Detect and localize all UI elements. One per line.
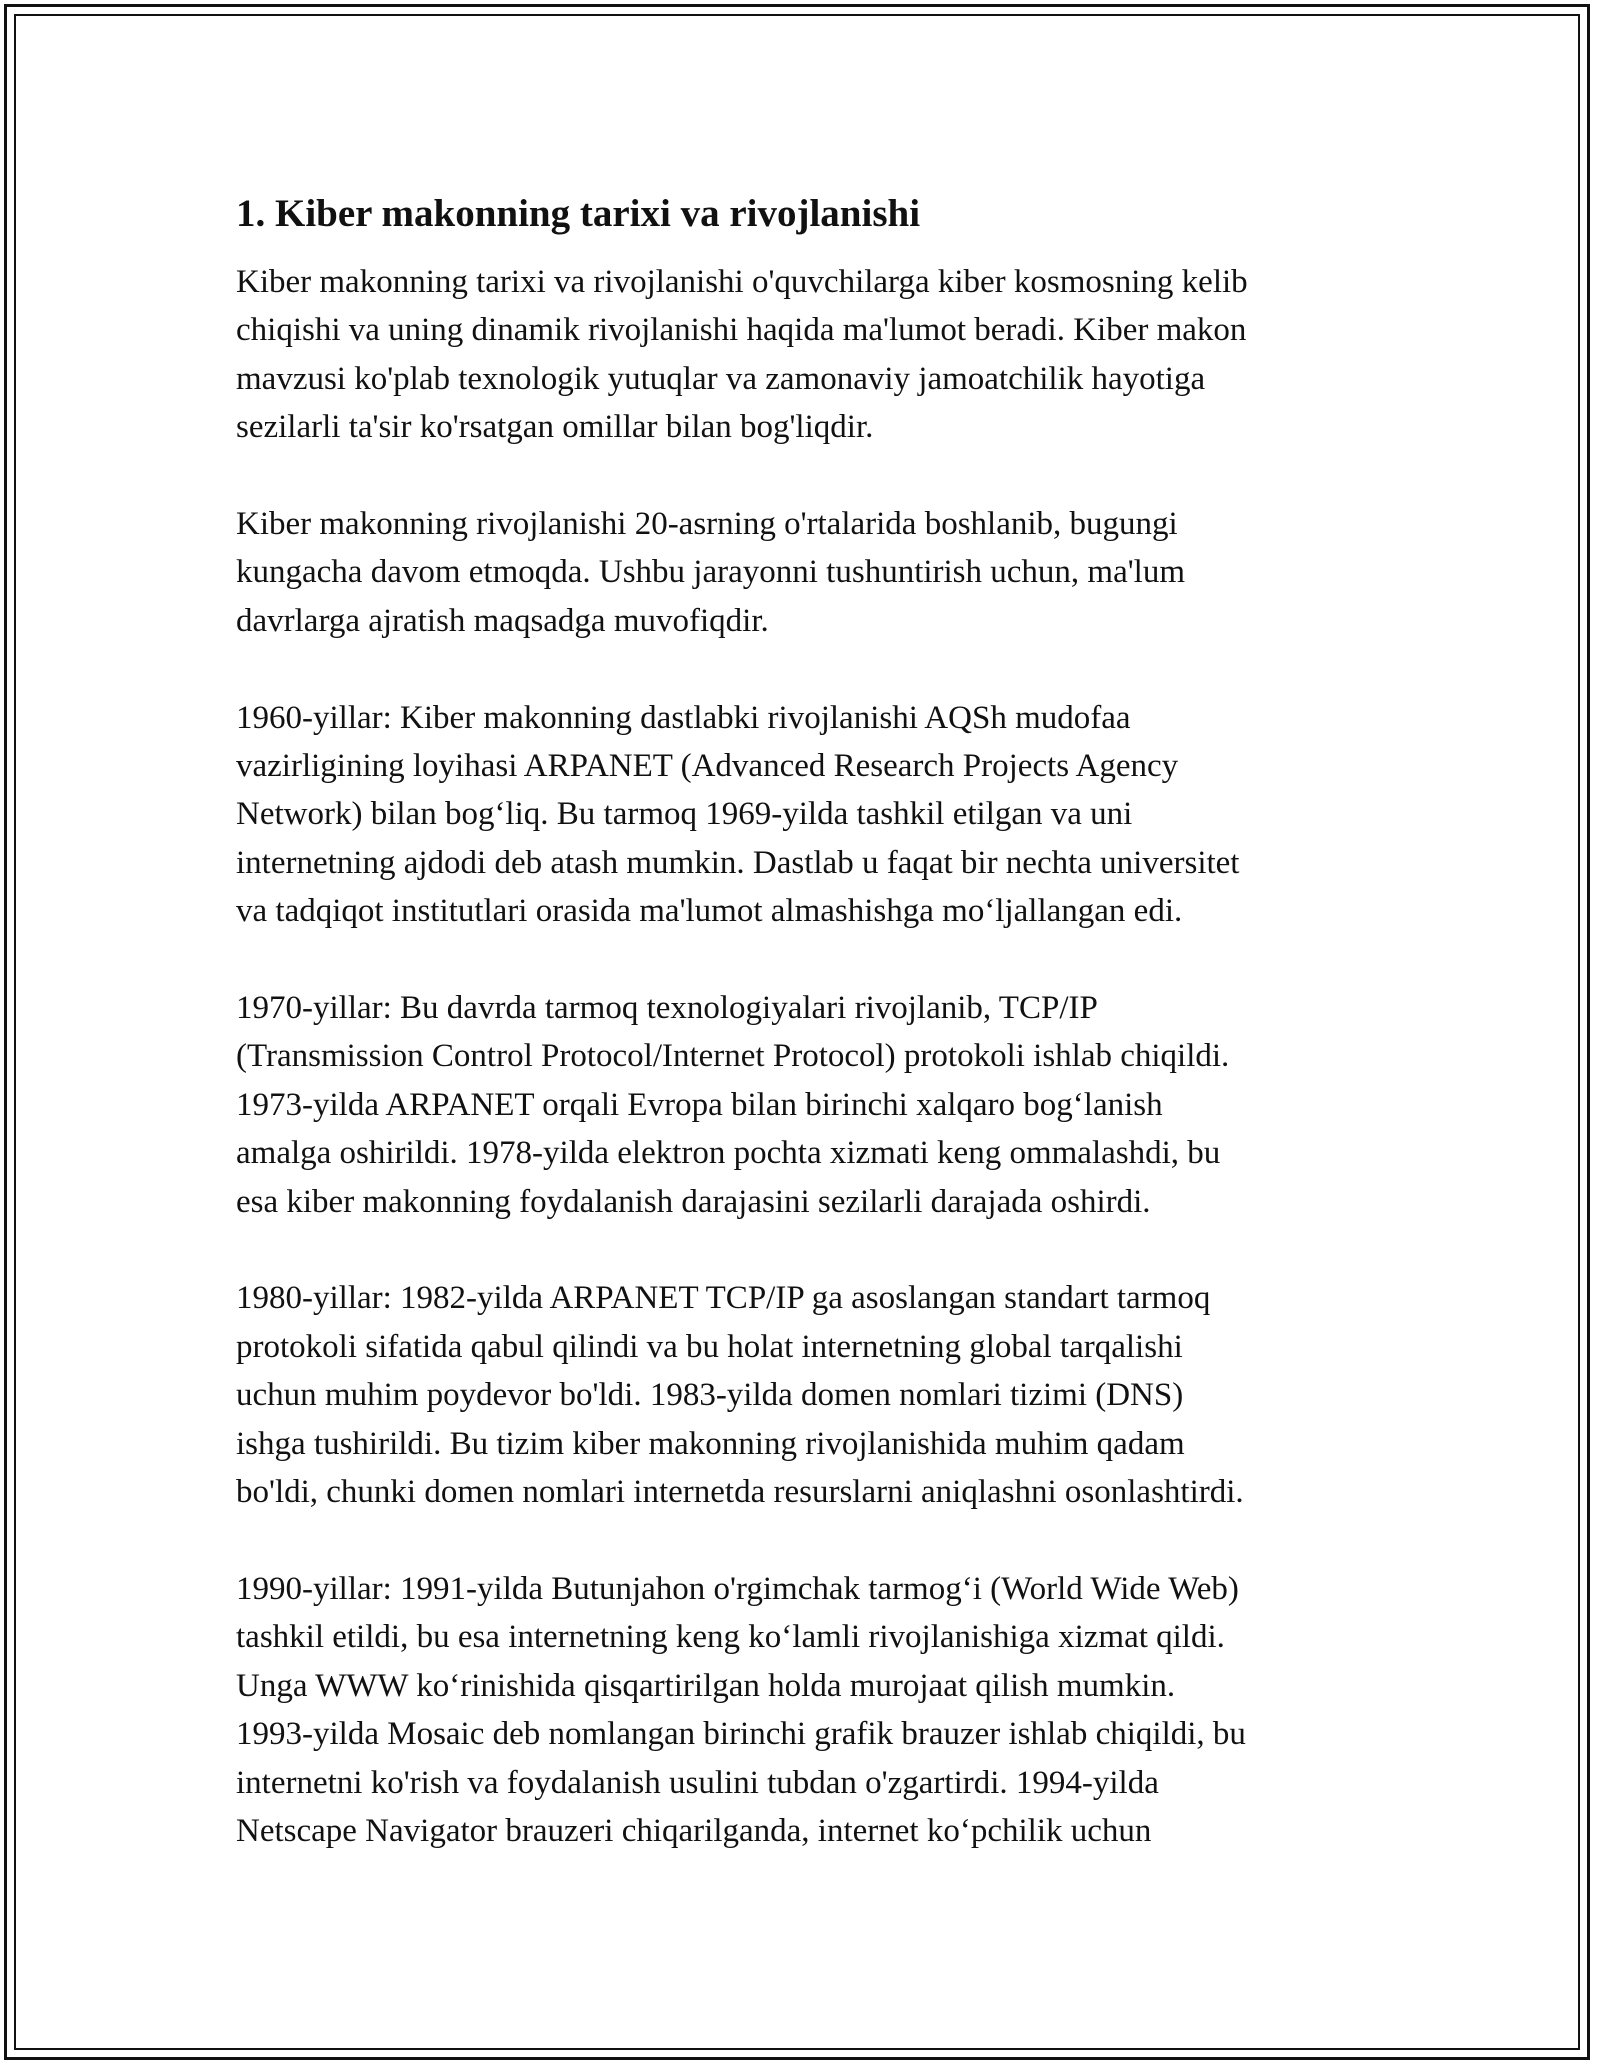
paragraph bbox=[236, 694, 1386, 936]
paragraph-line: ishga tushirildi. Bu tizim kiber makonning rivojlanishida muhim qadam bbox=[236, 1425, 1185, 1462]
paragraph bbox=[236, 1565, 1386, 1855]
paragraph-line: esa kiber makonning foydalanish darajasini sezilarli darajada oshirdi. bbox=[236, 1183, 1151, 1220]
paragraph-line: amalga oshirildi. 1978-yilda elektron pochta xizmati keng ommalashdi, bu bbox=[236, 1135, 1221, 1172]
paragraph-line: (Transmission Control Protocol/Internet Protocol) protokoli ishlab chiqildi. bbox=[236, 1038, 1230, 1075]
document-body bbox=[236, 186, 1386, 1855]
paragraph-line: mavzusi ko'plab texnologik yutuqlar va zamonaviy jamoatchilik hayotiga bbox=[236, 360, 1206, 397]
paragraph-line: 1990-yillar: 1991-yilda Butunjahon o'rgimchak tarmog‘i (World Wide Web) bbox=[236, 1570, 1239, 1607]
paragraph-line: protokoli sifatida qabul qilindi va bu holat internetning global tarqalishi bbox=[236, 1328, 1183, 1365]
paragraph-line: 1970-yillar: Bu davrda tarmoq texnologiyalari rivojlanib, TCP/IP bbox=[236, 990, 1098, 1027]
paragraph bbox=[236, 500, 1386, 645]
paragraph-line: 1973-yilda ARPANET orqali Evropa bilan birinchi xalqaro bog‘lanish bbox=[236, 1086, 1163, 1123]
paragraph-line: tashkil etildi, bu esa internetning keng ko‘lamli rivojlanishiga xizmat qildi. bbox=[236, 1619, 1225, 1656]
paragraph-line: internetni ko'rish va foydalanish usulini tubdan o'zgartirdi. 1994-yilda bbox=[236, 1764, 1159, 1801]
paragraph-line: 1960-yillar: Kiber makonning dastlabki rivojlanishi AQSh mudofaa bbox=[236, 699, 1131, 736]
paragraph-line: Kiber makonning tarixi va rivojlanishi o'quvchilarga kiber kosmosning kelib bbox=[236, 264, 1248, 300]
section-heading: 1. Kiber makonning tarixi va rivojlanishi bbox=[236, 192, 921, 235]
paragraph-line: Network) bilan bog‘liq. Bu tarmoq 1969-yilda tashkil etilgan va uni bbox=[236, 796, 1133, 833]
paragraph-line: 1993-yilda Mosaic deb nomlangan birinchi grafik brauzer ishlab chiqildi, bu bbox=[236, 1716, 1246, 1753]
paragraph-line: Netscape Navigator brauzeri chiqarilganda, internet ko‘pchilik uchun bbox=[236, 1812, 1152, 1849]
paragraph-line: internetning ajdodi deb atash mumkin. Dastlab u faqat bir nechta universitet bbox=[236, 844, 1240, 881]
paragraph-line: Kiber makonning rivojlanishi 20-asrning o'rtalarida boshlanib, bugungi bbox=[236, 506, 1178, 543]
paragraph-line: vazirligining loyihasi ARPANET (Advanced Research Projects Agency bbox=[236, 748, 1179, 785]
paragraph bbox=[236, 1274, 1386, 1516]
paragraph-line: Unga WWW ko‘rinishida qisqartirilgan holda murojaat qilish mumkin. bbox=[236, 1667, 1176, 1704]
paragraph-list bbox=[236, 258, 1386, 1855]
paragraph-line: davrlarga ajratish maqsadga muvofiqdir. bbox=[236, 602, 769, 639]
paragraph-line: 1980-yillar: 1982-yilda ARPANET TCP/IP ga asoslangan standart tarmoq bbox=[236, 1280, 1211, 1317]
paragraph-line: va tadqiqot institutlari orasida ma'lumot almashishga mo‘ljallangan edi. bbox=[236, 893, 1183, 930]
paragraph-line: uchun muhim poydevor bo'ldi. 1983-yilda domen nomlari tizimi (DNS) bbox=[236, 1377, 1184, 1414]
paragraph-line: sezilarli ta'sir ko'rsatgan omillar bilan bog'liqdir. bbox=[236, 409, 874, 446]
paragraph bbox=[236, 984, 1386, 1226]
paragraph-line: bo'ldi, chunki domen nomlari internetda resurslarni aniqlashni osonlashtirdi. bbox=[236, 1474, 1244, 1511]
paragraph-line: chiqishi va uning dinamik rivojlanishi haqida ma'lumot beradi. Kiber makon bbox=[236, 312, 1247, 349]
paragraph-line: kungacha davom etmoqda. Ushbu jarayonni tushuntirish uchun, ma'lum bbox=[236, 554, 1186, 591]
paragraph bbox=[236, 258, 1386, 452]
